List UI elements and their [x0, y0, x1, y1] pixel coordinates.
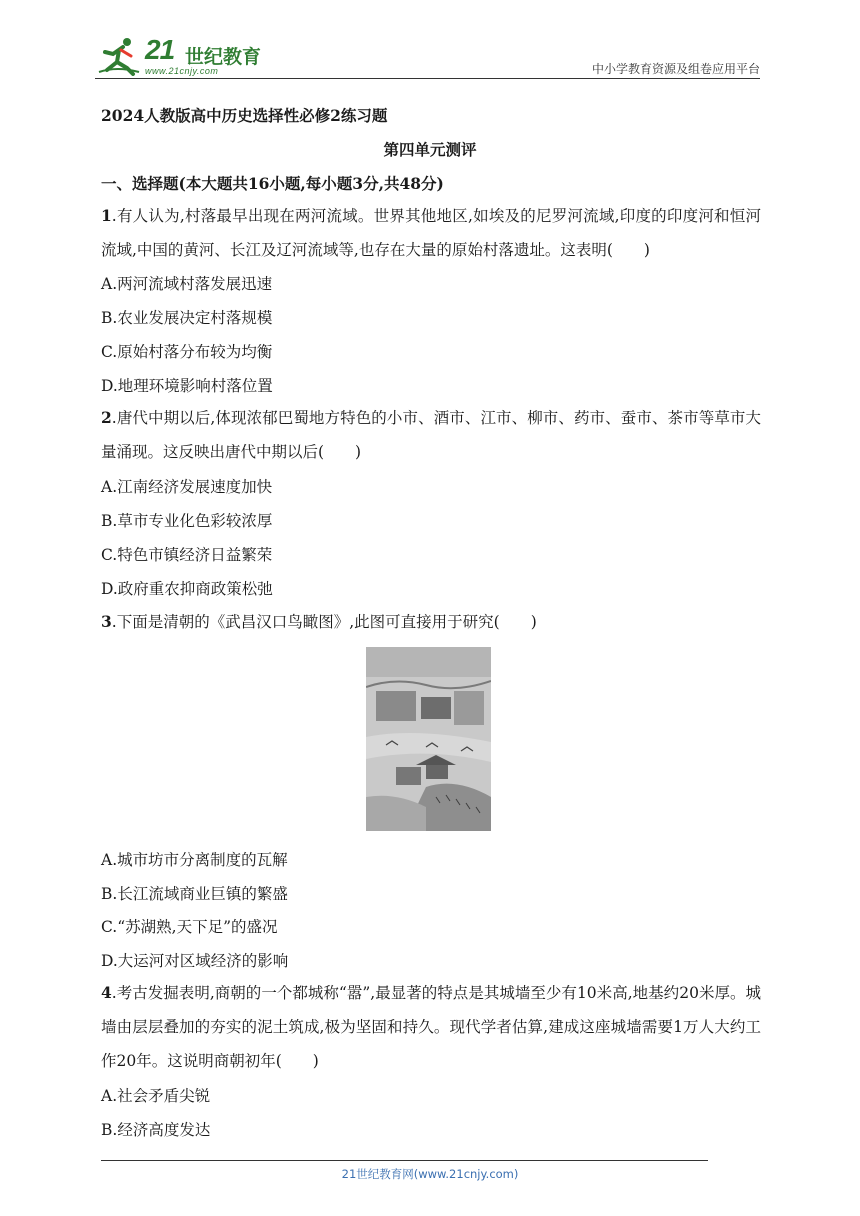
doc-title: 2024人教版高中历史选择性必修2练习题 — [101, 106, 388, 125]
logo-url: www.21cnjy.com — [145, 66, 219, 76]
unit-title: 第四单元测评 — [383, 140, 477, 159]
question-2 — [101, 401, 761, 469]
painting-illustration — [366, 647, 491, 831]
option-1a[interactable]: A.两河流域村落发展迅速 — [101, 275, 273, 293]
question-stem: .有人认为,村落最早出现在两河流域。世界其他地区,如埃及的尼罗河流域,印度的印度河和恒河流域,中国的黄河、长江及辽河流域等,也存在大量的原始村落遗址。这表明( ) — [101, 207, 761, 259]
option-2d[interactable]: D.政府重农抑商政策松弛 — [101, 580, 273, 598]
option-4a[interactable]: A.社会矛盾尖锐 — [101, 1087, 211, 1105]
question-4 — [101, 976, 761, 1078]
option-1b[interactable]: B.农业发展决定村落规模 — [101, 309, 273, 327]
wuchang-hankou-birds-eye-painting — [366, 647, 491, 831]
option-2c[interactable]: C.特色市镇经济日益繁荣 — [101, 546, 273, 564]
option-3b[interactable]: B.长江流域商业巨镇的繁盛 — [101, 885, 288, 903]
question-1 — [101, 199, 761, 267]
question-stem: .唐代中期以后,体现浓郁巴蜀地方特色的小市、酒市、江市、柳市、药市、蚕市、茶市等草市大量涌现。这反映出唐代中期以后( ) — [101, 409, 761, 461]
option-3a[interactable]: A.城市坊市分离制度的瓦解 — [101, 851, 288, 869]
option-3c[interactable]: C.“苏湖熟,天下足”的盛况 — [101, 918, 278, 936]
page-header — [95, 30, 760, 80]
header-divider — [95, 78, 760, 79]
footer-link[interactable]: 21世纪教育网(www.21cnjy.com) — [341, 1167, 519, 1181]
question-number: 4 — [101, 983, 112, 1002]
question-number: 1 — [101, 206, 112, 225]
question-stem: .下面是清朝的《武昌汉口鸟瞰图》,此图可直接用于研究( ) — [111, 613, 537, 631]
platform-tagline: 中小学教育资源及组卷应用平台 — [591, 62, 760, 76]
question-stem: .考古发掘表明,商朝的一个都城称“嚣”,最显著的特点是其城墙至少有10米高,地基约20米厚。城墙由层层叠加的夯实的泥土筑成,极为坚固和持久。现代学者估算,建成这座城墙需要1万人大约工作20年。这说明商朝初年( ) — [101, 984, 761, 1070]
question-3 — [101, 612, 537, 632]
option-2b[interactable]: B.草市专业化色彩较浓厚 — [101, 512, 273, 530]
logo-number: 21 — [145, 34, 175, 65]
option-1d[interactable]: D.地理环境影响村落位置 — [101, 377, 273, 395]
footer-divider — [101, 1160, 708, 1161]
option-1c[interactable]: C.原始村落分布较为均衡 — [101, 343, 273, 361]
question-number: 3 — [101, 612, 112, 631]
option-3d[interactable]: D.大运河对区域经济的影响 — [101, 952, 289, 970]
runner-logo-icon — [97, 36, 141, 76]
section-heading: 一、选择题(本大题共16小题,每小题3分,共48分) — [101, 174, 444, 193]
question-number: 2 — [101, 408, 112, 427]
option-4b[interactable]: B.经济高度发达 — [101, 1121, 211, 1139]
site-logo[interactable] — [95, 34, 270, 78]
logo-text: 世纪教育 — [185, 46, 262, 68]
option-2a[interactable]: A.江南经济发展速度加快 — [101, 478, 273, 496]
